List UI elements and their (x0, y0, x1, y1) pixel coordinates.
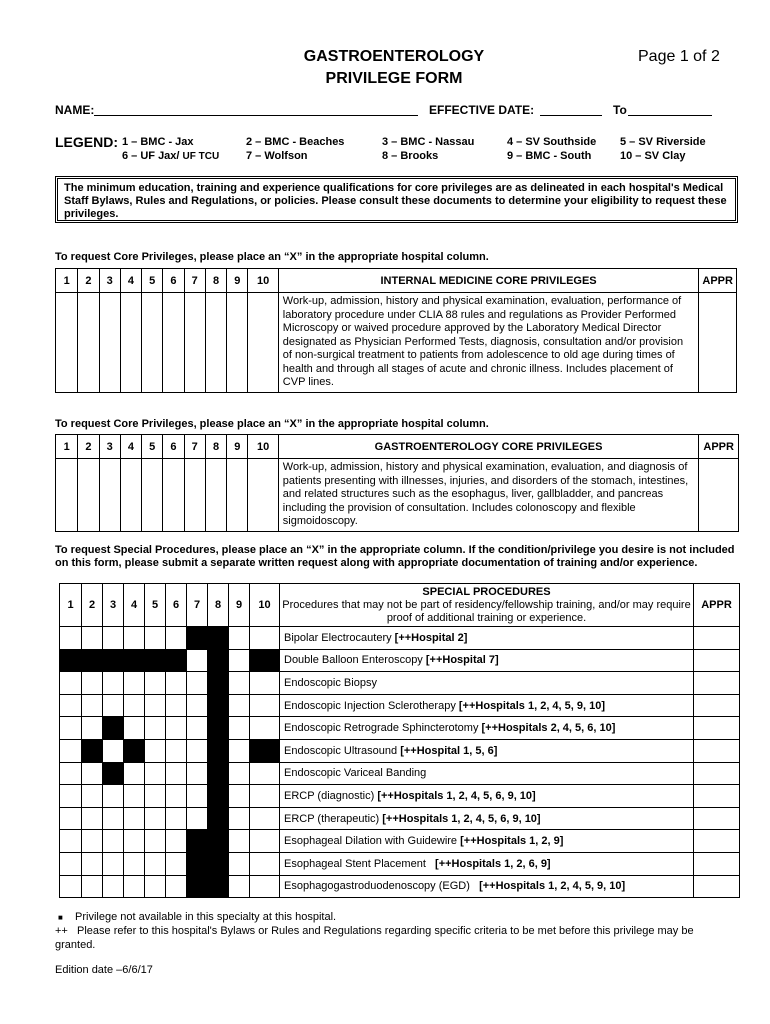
hospital-cell[interactable] (124, 875, 145, 898)
special-procedures-body (60, 627, 740, 898)
procedure-name: ERCP (diagnostic) (284, 789, 378, 802)
legend-item-suffix: UF TCU (182, 151, 220, 162)
hospital-cell[interactable] (103, 627, 124, 650)
procedure-hospitals: [++Hospitals 2, 4, 5, 6, 10] (481, 722, 616, 735)
hospital-cell[interactable] (60, 739, 82, 762)
page-number: Page 1 of 2 (638, 48, 720, 65)
unavailable-cell (208, 830, 229, 853)
footnote-criteria (55, 924, 723, 952)
hospital-cell[interactable] (250, 875, 280, 898)
hospital-cell[interactable] (145, 785, 166, 808)
procedure-row (60, 807, 740, 830)
procedure-row (60, 627, 740, 650)
hospital-cell[interactable] (229, 739, 250, 762)
unavailable-cell (166, 649, 187, 672)
col-header-10: 10 (250, 584, 280, 627)
col-header-8: 8 (205, 269, 226, 293)
procedure-name: Bipolar Electrocautery (284, 631, 395, 644)
col-header-8: 8 (208, 584, 229, 627)
col-header-7: 7 (184, 435, 205, 459)
hospital-cell[interactable] (187, 649, 208, 672)
unavailable-cell (208, 785, 229, 808)
procedure-name-cell (280, 852, 694, 875)
edition-date: Edition date –6/6/17 (55, 964, 153, 976)
procedure-name: Endoscopic Injection Sclerotherapy (284, 699, 459, 712)
col-header-2: 2 (78, 435, 99, 459)
hospital-cell[interactable] (124, 672, 145, 695)
hospital-cell[interactable] (124, 762, 145, 785)
unavailable-cell (208, 672, 229, 695)
col-header-4: 4 (124, 584, 145, 627)
procedure-name-cell (280, 739, 694, 762)
col-header-9: 9 (227, 269, 248, 293)
procedure-row (60, 739, 740, 762)
unavailable-cell (82, 649, 103, 672)
hospital-cell[interactable] (60, 830, 82, 853)
legend-item: 9 – BMC - South (507, 150, 592, 162)
hospital-cell[interactable] (124, 807, 145, 830)
special-procedures-table (59, 583, 740, 898)
col-header-5: 5 (142, 269, 163, 293)
hospital-cell[interactable] (60, 762, 82, 785)
unavailable-cell (208, 852, 229, 875)
hospital-cell[interactable] (187, 785, 208, 808)
col-header-7: 7 (184, 269, 205, 293)
im-instruction: To request Core Privileges, please place an “X” in the appropriate hospital column. (55, 251, 489, 263)
unavailable-cell (60, 649, 82, 672)
hospital-cell[interactable] (229, 694, 250, 717)
hospital-cell[interactable] (166, 694, 187, 717)
hospital-cell[interactable] (187, 807, 208, 830)
hospital-cell[interactable] (227, 293, 248, 393)
hospital-cell[interactable] (103, 672, 124, 695)
procedure-row (60, 694, 740, 717)
im-header-row (56, 269, 737, 293)
name-label: NAME: (55, 103, 95, 117)
title-line-1: GASTROENTEROLOGY (303, 48, 485, 65)
legend-item: 10 – SV Clay (620, 150, 686, 162)
procedure-name-cell (280, 717, 694, 740)
procedure-row (60, 717, 740, 740)
procedure-hospitals: [++Hospital 1, 5, 6] (400, 744, 498, 757)
hospital-cell[interactable] (82, 785, 103, 808)
gi-description: Work-up, admission, history and physical examination, evaluation, and diagnosis of patients presenting with illnesses, injuries, and disorders of the stomach, intestines, and related structures such as the esophagus, liver, gallbladder, and pancreas including the provision of consultation. Includes colonoscopy and flexible sigmoidoscopy. (278, 459, 699, 532)
hospital-cell[interactable] (60, 672, 82, 695)
procedure-name-cell (280, 807, 694, 830)
appr-header: APPR (694, 584, 740, 627)
hospital-cell[interactable] (229, 672, 250, 695)
hospital-cell[interactable] (145, 672, 166, 695)
hospital-cell[interactable] (166, 807, 187, 830)
hospital-cell[interactable] (187, 672, 208, 695)
unavailable-cell (208, 627, 229, 650)
to-date-field[interactable] (628, 102, 712, 116)
hospital-cell[interactable] (205, 293, 226, 393)
col-header-9: 9 (229, 584, 250, 627)
unavailable-cell (187, 875, 208, 898)
hospital-cell[interactable] (145, 717, 166, 740)
col-header-9: 9 (227, 435, 248, 459)
procedure-row (60, 852, 740, 875)
hospital-cell[interactable] (166, 672, 187, 695)
hospital-cell[interactable] (78, 459, 99, 532)
hospital-cell[interactable] (166, 852, 187, 875)
procedure-hospitals: [++Hospitals 1, 2, 4, 5, 6, 9, 10] (382, 812, 541, 825)
hospital-cell[interactable] (166, 739, 187, 762)
hospital-cell[interactable] (124, 785, 145, 808)
hospital-cell[interactable] (229, 785, 250, 808)
appr-cell[interactable] (694, 762, 740, 785)
appr-cell[interactable] (699, 293, 737, 393)
unavailable-cell (208, 875, 229, 898)
hospital-cell[interactable] (184, 459, 205, 532)
procedure-name-cell (280, 875, 694, 898)
hospital-cell[interactable] (145, 807, 166, 830)
col-header-10: 10 (248, 435, 278, 459)
hospital-cell[interactable] (82, 672, 103, 695)
hospital-cell[interactable] (166, 875, 187, 898)
legend-item: 3 – BMC - Nassau (382, 136, 475, 148)
special-heading: SPECIAL PROCEDURES (422, 585, 551, 598)
hospital-cell[interactable] (82, 762, 103, 785)
unavailable-cell (250, 649, 280, 672)
appr-cell[interactable] (694, 627, 740, 650)
col-header-6: 6 (163, 435, 184, 459)
procedure-row (60, 830, 740, 853)
legend-item: 8 – Brooks (382, 150, 439, 162)
col-header-3: 3 (99, 435, 120, 459)
hospital-cell[interactable] (103, 739, 124, 762)
col-header-5: 5 (142, 435, 163, 459)
hospital-cell[interactable] (250, 852, 280, 875)
procedure-name: Esophageal Stent Placement (284, 857, 436, 870)
footnote-criteria-mark: ++ (55, 925, 68, 937)
hospital-cell[interactable] (166, 717, 187, 740)
hospital-cell[interactable] (248, 293, 278, 393)
unavailable-cell (103, 717, 124, 740)
procedure-name-cell (280, 694, 694, 717)
gi-header-row (56, 435, 739, 459)
gi-heading: GASTROENTEROLOGY CORE PRIVILEGES (278, 435, 699, 459)
appr-cell[interactable] (694, 694, 740, 717)
hospital-cell[interactable] (142, 293, 163, 393)
appr-header: APPR (699, 269, 737, 293)
appr-cell[interactable] (694, 807, 740, 830)
appr-cell[interactable] (694, 649, 740, 672)
procedure-name-cell (280, 785, 694, 808)
im-privilege-row (56, 293, 737, 393)
procedure-name: Double Balloon Enteroscopy (284, 654, 426, 667)
unavailable-cell (124, 649, 145, 672)
hospital-cell[interactable] (103, 830, 124, 853)
hospital-cell[interactable] (124, 852, 145, 875)
procedure-name: Esophagogastroduodenoscopy (EGD) (284, 880, 480, 893)
square-icon: ■ (58, 913, 63, 922)
hospital-cell[interactable] (82, 694, 103, 717)
legend-item: 5 – SV Riverside (620, 136, 706, 148)
unavailable-cell (187, 830, 208, 853)
legend-label: LEGEND: (55, 134, 118, 150)
col-header-3: 3 (99, 269, 120, 293)
effective-date-label: EFFECTIVE DATE: (429, 103, 535, 117)
procedure-name: Endoscopic Ultrasound (284, 744, 401, 757)
hospital-cell[interactable] (250, 762, 280, 785)
hospital-cell[interactable] (82, 852, 103, 875)
appr-cell[interactable] (694, 875, 740, 898)
hospital-cell[interactable] (82, 830, 103, 853)
hospital-cell[interactable] (103, 852, 124, 875)
procedure-name-cell (280, 627, 694, 650)
hospital-cell[interactable] (82, 807, 103, 830)
hospital-cell[interactable] (250, 807, 280, 830)
hospital-cell[interactable] (60, 717, 82, 740)
hospital-cell[interactable] (184, 293, 205, 393)
procedure-name: Esophageal Dilation with Guidewire (284, 835, 461, 848)
col-header-4: 4 (120, 435, 141, 459)
appr-cell[interactable] (694, 739, 740, 762)
hospital-cell[interactable] (60, 807, 82, 830)
hospital-cell[interactable] (250, 785, 280, 808)
appr-cell[interactable] (699, 459, 739, 532)
hospital-cell[interactable] (82, 717, 103, 740)
hospital-cell[interactable] (166, 627, 187, 650)
hospital-cell[interactable] (145, 627, 166, 650)
hospital-cell[interactable] (103, 785, 124, 808)
hospital-cell[interactable] (163, 293, 184, 393)
hospital-cell[interactable] (82, 875, 103, 898)
hospital-cell[interactable] (78, 293, 99, 393)
appr-cell[interactable] (694, 717, 740, 740)
hospital-cell[interactable] (145, 830, 166, 853)
col-header-4: 4 (120, 269, 141, 293)
special-header-row (60, 584, 740, 627)
hospital-cell[interactable] (229, 717, 250, 740)
special-heading-cell (280, 584, 694, 627)
procedure-hospitals: [++Hospitals 1, 2, 4, 5, 6, 9, 10] (377, 789, 536, 802)
hospital-cell[interactable] (250, 694, 280, 717)
hospital-cell[interactable] (187, 694, 208, 717)
gi-instruction: To request Core Privileges, please place an “X” in the appropriate hospital column. (55, 418, 489, 430)
hospital-cell[interactable] (145, 694, 166, 717)
hospital-cell[interactable] (166, 830, 187, 853)
procedure-row (60, 762, 740, 785)
col-header-3: 3 (103, 584, 124, 627)
col-header-6: 6 (163, 269, 184, 293)
unavailable-cell (208, 807, 229, 830)
name-field[interactable] (94, 102, 418, 116)
procedure-row (60, 672, 740, 695)
hospital-cell[interactable] (187, 717, 208, 740)
hospital-cell[interactable] (124, 694, 145, 717)
appr-cell[interactable] (694, 672, 740, 695)
footnote-unavailable-text: Privilege not available in this specialty at this hospital. (75, 911, 337, 923)
unavailable-cell (208, 717, 229, 740)
hospital-cell[interactable] (229, 762, 250, 785)
hospital-cell[interactable] (103, 875, 124, 898)
qualification-notice: The minimum education, training and experience qualifications for core privileges are as delineated in each hospital's Medical Staff Bylaws, Rules and Regulations, or policies. Please consult these documents to determine your eligibility to request these privileges. (55, 176, 738, 223)
hospital-cell[interactable] (227, 459, 248, 532)
appr-cell[interactable] (694, 852, 740, 875)
hospital-cell[interactable] (250, 717, 280, 740)
legend-item: 1 – BMC - Jax (122, 136, 194, 148)
form-title (244, 46, 544, 90)
col-header-1: 1 (56, 435, 78, 459)
hospital-cell[interactable] (124, 627, 145, 650)
procedure-name: Endoscopic Biopsy (284, 676, 377, 689)
hospital-cell[interactable] (145, 852, 166, 875)
legend-item: 2 – BMC - Beaches (246, 136, 345, 148)
hospital-cell[interactable] (229, 852, 250, 875)
unavailable-cell (103, 649, 124, 672)
hospital-cell[interactable] (82, 627, 103, 650)
unavailable-cell (124, 739, 145, 762)
procedure-name: Endoscopic Retrograde Sphincterotomy (284, 722, 482, 735)
procedure-row (60, 649, 740, 672)
hospital-cell[interactable] (120, 459, 141, 532)
gi-privilege-row (56, 459, 739, 532)
special-instruction: To request Special Procedures, please place an “X” in the appropriate column. If the condition/privilege you desire is not included on this form, please submit a separate written request along with appropriate documentation of training and/or experience. (55, 544, 735, 569)
hospital-cell[interactable] (99, 293, 120, 393)
legend-item-text: 6 – UF Jax/ (122, 150, 180, 162)
hospital-cell[interactable] (145, 875, 166, 898)
unavailable-cell (208, 739, 229, 762)
procedure-hospitals: [++Hospital 2] (394, 631, 468, 644)
hospital-cell[interactable] (166, 785, 187, 808)
procedure-hospitals: [++Hospitals 1, 2, 6, 9] (435, 857, 551, 870)
footnote-unavailable (55, 910, 336, 925)
appr-cell[interactable] (694, 830, 740, 853)
col-header-1: 1 (56, 269, 78, 293)
hospital-cell[interactable] (124, 830, 145, 853)
appr-cell[interactable] (694, 785, 740, 808)
special-subheading: Procedures that may not be part of residency/fellowship training, and/or may require proof of additional training or experience. (282, 598, 691, 624)
procedure-row (60, 875, 740, 898)
unavailable-cell (187, 852, 208, 875)
col-header-6: 6 (166, 584, 187, 627)
col-header-1: 1 (60, 584, 82, 627)
unavailable-cell (208, 694, 229, 717)
legend-item: 7 – Wolfson (246, 150, 308, 162)
hospital-cell[interactable] (60, 694, 82, 717)
hospital-cell[interactable] (56, 459, 78, 532)
procedure-name-cell (280, 830, 694, 853)
hospital-cell[interactable] (60, 785, 82, 808)
legend-item (122, 149, 219, 164)
hospital-cell[interactable] (250, 672, 280, 695)
procedure-row (60, 785, 740, 808)
col-header-5: 5 (145, 584, 166, 627)
procedure-hospitals: [++Hospitals 1, 2, 4, 5, 9, 10] (479, 880, 626, 893)
unavailable-cell (208, 649, 229, 672)
legend-item: 4 – SV Southside (507, 136, 597, 148)
col-header-2: 2 (82, 584, 103, 627)
procedure-hospitals: [++Hospitals 1, 2, 9] (460, 835, 564, 848)
hospital-cell[interactable] (248, 459, 278, 532)
unavailable-cell (208, 762, 229, 785)
unavailable-cell (187, 627, 208, 650)
hospital-cell[interactable] (124, 717, 145, 740)
hospital-cell[interactable] (166, 762, 187, 785)
hospital-cell[interactable] (229, 807, 250, 830)
hospital-cell[interactable] (60, 875, 82, 898)
unavailable-cell (82, 739, 103, 762)
hospital-cell[interactable] (60, 852, 82, 875)
procedure-name-cell (280, 649, 694, 672)
hospital-cell[interactable] (145, 739, 166, 762)
hospital-cell[interactable] (187, 762, 208, 785)
procedure-hospitals: [++Hospital 7] (425, 654, 499, 667)
im-heading: INTERNAL MEDICINE CORE PRIVILEGES (278, 269, 699, 293)
procedure-name-cell (280, 762, 694, 785)
hospital-cell[interactable] (229, 830, 250, 853)
hospital-cell[interactable] (103, 807, 124, 830)
hospital-cell[interactable] (187, 739, 208, 762)
hospital-cell[interactable] (250, 627, 280, 650)
hospital-cell[interactable] (56, 293, 78, 393)
hospital-cell[interactable] (229, 627, 250, 650)
hospital-cell[interactable] (229, 649, 250, 672)
col-header-2: 2 (78, 269, 99, 293)
im-description: Work-up, admission, history and physical examination, evaluation, performance of laboratory procedure under CLIA 88 rules and regulations as Provider Performed Microscopy or waived procedure approved by the Laboratory Medical Director designated as Physician Performed Tests, diagnosis, consultation and/or provision of non-surgical treatment to patients from adolescence to old age during times of health and through all stages of acute and chronic illness. Includes placement of CVP lines. (278, 293, 699, 393)
col-header-7: 7 (187, 584, 208, 627)
hospital-cell[interactable] (60, 627, 82, 650)
hospital-cell[interactable] (145, 762, 166, 785)
hospital-cell[interactable] (250, 830, 280, 853)
col-header-8: 8 (205, 435, 226, 459)
procedure-hospitals: [++Hospitals 1, 2, 4, 5, 9, 10] (458, 699, 606, 712)
footnote-criteria-text: Please refer to this hospital's Bylaws or Rules and Regulations regarding specific criteria to be met before this privilege may be granted. (55, 925, 694, 951)
to-label: To (613, 103, 627, 117)
hospital-cell[interactable] (120, 293, 141, 393)
hospital-cell[interactable] (142, 459, 163, 532)
col-header-10: 10 (248, 269, 278, 293)
unavailable-cell (103, 762, 124, 785)
hospital-cell[interactable] (103, 694, 124, 717)
im-core-table (55, 268, 737, 393)
gi-core-table (55, 434, 739, 532)
effective-date-field[interactable] (540, 102, 602, 116)
hospital-cell[interactable] (99, 459, 120, 532)
unavailable-cell (250, 739, 280, 762)
procedure-name: Endoscopic Variceal Banding (284, 767, 427, 780)
procedure-name: ERCP (therapeutic) (284, 812, 383, 825)
unavailable-cell (145, 649, 166, 672)
title-line-2: PRIVILEGE FORM (325, 70, 463, 87)
appr-header: APPR (699, 435, 739, 459)
procedure-name-cell (280, 672, 694, 695)
hospital-cell[interactable] (205, 459, 226, 532)
hospital-cell[interactable] (229, 875, 250, 898)
hospital-cell[interactable] (163, 459, 184, 532)
